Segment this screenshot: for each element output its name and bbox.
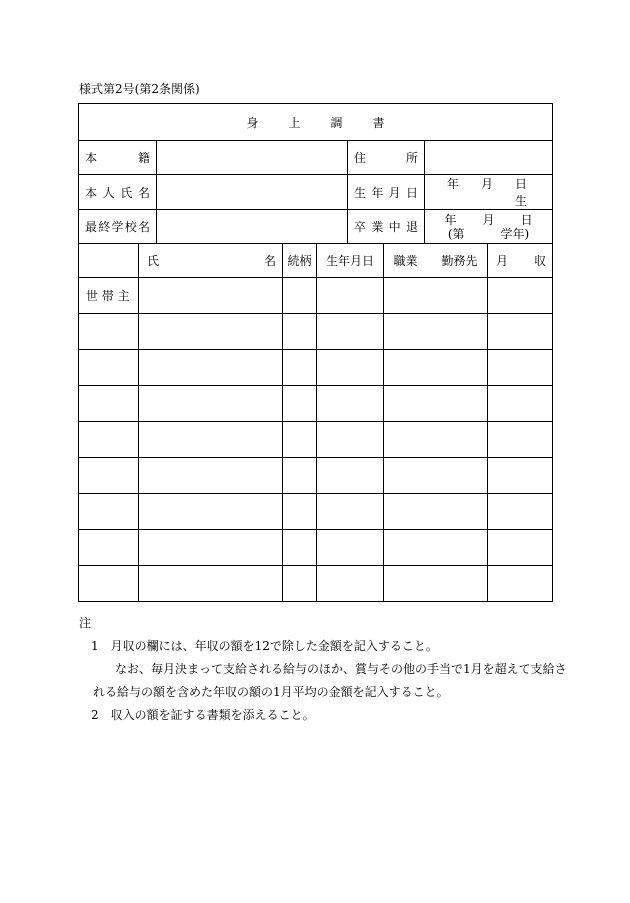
household-name-cell[interactable]: [139, 278, 283, 314]
household-income-cell[interactable]: [488, 494, 553, 530]
household-income-cell[interactable]: [488, 314, 553, 350]
household-birth-cell[interactable]: [317, 566, 384, 602]
household-relation-cell[interactable]: [283, 278, 317, 314]
grad-field[interactable]: 年 月 日 (第 学年): [425, 210, 553, 244]
school-field[interactable]: [157, 210, 348, 244]
household-job-cell[interactable]: [384, 278, 488, 314]
household-relation-cell[interactable]: [283, 458, 317, 494]
household-relation-cell[interactable]: [283, 494, 317, 530]
household-job-cell[interactable]: [384, 314, 488, 350]
household-name-header: 氏 名: [139, 244, 283, 278]
household-birth-cell[interactable]: [317, 458, 384, 494]
household-member-label-cell[interactable]: [79, 314, 139, 350]
household-birth-cell[interactable]: [317, 494, 384, 530]
household-income-cell[interactable]: [488, 458, 553, 494]
name-field[interactable]: [157, 175, 348, 210]
honseki-field[interactable]: [157, 141, 348, 175]
birth-label: 生 年 月 日: [348, 175, 425, 210]
honseki-label: 本 籍: [79, 141, 157, 175]
notes-heading: 注: [79, 616, 92, 630]
jusho-label: 住 所: [348, 141, 425, 175]
household-member-label-cell[interactable]: [79, 386, 139, 422]
table-row: [79, 350, 553, 386]
birth-field[interactable]: 年 月 日生: [425, 175, 553, 210]
household-member-label-cell[interactable]: [79, 566, 139, 602]
head-of-household-label: 世 帯 主: [79, 278, 139, 314]
household-birth-header: 生年月日: [317, 244, 384, 278]
table-row: [79, 278, 553, 314]
household-income-header: 月 収: [488, 244, 553, 278]
household-income-cell[interactable]: [488, 350, 553, 386]
household-birth-cell[interactable]: [317, 386, 384, 422]
table-row: [79, 386, 553, 422]
school-label: 最 終 学 校 名: [79, 210, 157, 244]
household-birth-cell[interactable]: [317, 278, 384, 314]
household-job-header: 職業 勤務先: [384, 244, 488, 278]
household-name-cell[interactable]: [139, 566, 283, 602]
household-relation-cell[interactable]: [283, 422, 317, 458]
household-corner-cell: [79, 244, 139, 278]
household-name-cell[interactable]: [139, 422, 283, 458]
household-job-cell[interactable]: [384, 458, 488, 494]
note-item-1: 1 月収の欄には、年収の額を12で除した金額を記入すること。: [91, 639, 438, 653]
household-job-cell[interactable]: [384, 386, 488, 422]
household-member-label-cell[interactable]: [79, 422, 139, 458]
household-name-cell[interactable]: [139, 386, 283, 422]
table-row: [79, 566, 553, 602]
household-job-cell[interactable]: [384, 422, 488, 458]
grad-label: 卒 業 中 退: [348, 210, 425, 244]
table-row: [79, 530, 553, 566]
household-job-cell[interactable]: [384, 566, 488, 602]
household-income-cell[interactable]: [488, 530, 553, 566]
household-birth-cell[interactable]: [317, 530, 384, 566]
household-income-cell[interactable]: [488, 386, 553, 422]
household-relation-cell[interactable]: [283, 386, 317, 422]
household-relation-cell[interactable]: [283, 314, 317, 350]
notes-section: [79, 612, 569, 727]
household-relation-cell[interactable]: [283, 566, 317, 602]
household-member-label-cell[interactable]: [79, 350, 139, 386]
household-income-cell[interactable]: [488, 422, 553, 458]
household-name-cell[interactable]: [139, 530, 283, 566]
household-relation-cell[interactable]: [283, 530, 317, 566]
table-row: [79, 422, 553, 458]
household-member-label-cell[interactable]: [79, 458, 139, 494]
form-title: 身上調書: [79, 104, 553, 141]
household-income-cell[interactable]: [488, 278, 553, 314]
note-item-2: 2 収入の額を証する書類を添えること。: [91, 708, 315, 722]
note-item-1-continuation: なお、毎月決まって支給される給与のほか、賞与その他の手当で1月を超えて支給さ: [115, 662, 567, 676]
household-relation-header: 続柄: [283, 244, 317, 278]
household-birth-cell[interactable]: [317, 422, 384, 458]
household-name-cell[interactable]: [139, 350, 283, 386]
table-row: [79, 458, 553, 494]
household-member-label-cell[interactable]: [79, 494, 139, 530]
note-item-1-continuation-line2: れる給与の額を含めた年収の額の1月平均の金額を記入すること。: [93, 685, 449, 699]
household-job-cell[interactable]: [384, 494, 488, 530]
household-income-cell[interactable]: [488, 566, 553, 602]
table-row: [79, 314, 553, 350]
personal-record-form: [78, 103, 553, 602]
jusho-field[interactable]: [425, 141, 553, 175]
household-job-cell[interactable]: [384, 530, 488, 566]
household-name-cell[interactable]: [139, 314, 283, 350]
household-name-cell[interactable]: [139, 458, 283, 494]
household-job-cell[interactable]: [384, 350, 488, 386]
household-birth-cell[interactable]: [317, 350, 384, 386]
household-name-cell[interactable]: [139, 494, 283, 530]
form-number-label: 様式第2号(第2条関係): [79, 82, 200, 96]
household-relation-cell[interactable]: [283, 350, 317, 386]
table-row: [79, 494, 553, 530]
name-label: 本 人 氏 名: [79, 175, 157, 210]
household-member-label-cell[interactable]: [79, 530, 139, 566]
household-birth-cell[interactable]: [317, 314, 384, 350]
